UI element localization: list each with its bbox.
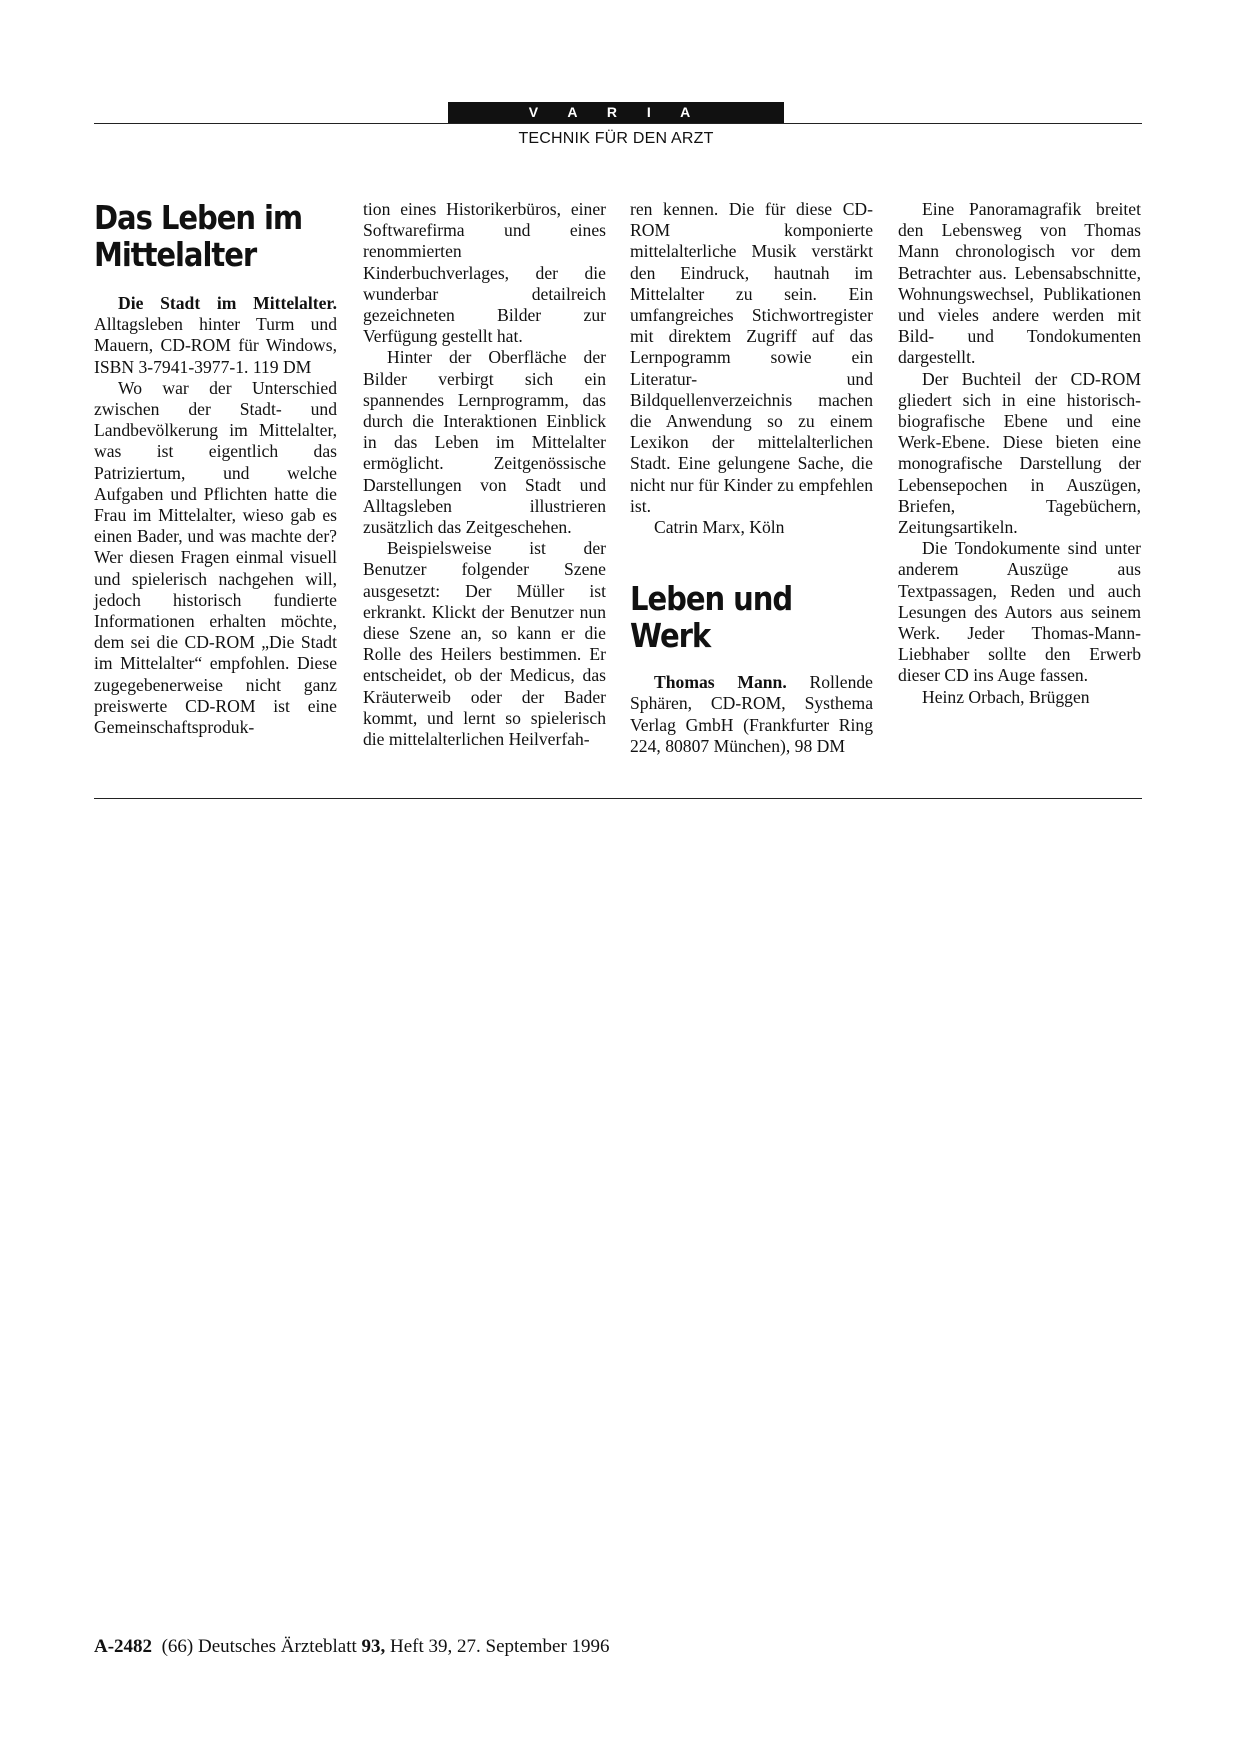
issue-date: Heft 39, 27. September 1996 [385, 1636, 610, 1657]
title-line: Das Leben im [94, 198, 303, 237]
lead-details: Rollende Sphären, CD-ROM, Systhema Verlag GmbH (Frankfurter Ring 224, 80807 München), 98 DM [630, 672, 873, 756]
column-2 [363, 199, 606, 750]
lead-title: Thomas Mann. [654, 672, 787, 693]
section-band: V A R I A [448, 102, 784, 123]
volume-number: 93, [361, 1636, 386, 1657]
column-3 [630, 199, 873, 757]
column-4 [898, 199, 1141, 708]
section-subtitle: TECHNIK FÜR DEN ARZT [518, 130, 714, 147]
header-rule [94, 123, 1142, 124]
paragraph: Eine Panoramagrafik breitet den Lebensweg von Thomas Mann chronologisch vor dem Betrachter aus. Lebensabschnitte, Wohnungswechsel, Publikationen und vieles andere werden mit Bild- und Tondokumenten dargestellt. [898, 199, 1141, 368]
author-signature: Catrin Marx, Köln [654, 517, 785, 538]
paragraph: Beispielsweise ist der Benutzer folgender Szene ausgesetzt: Der Müller ist erkrankt. Klickt der Benutzer nun diese Szene an, so kann er die Rolle des Heilers bestimmen. Er entscheidet, ob der Medicus, das Kräuterweib oder der Bader kommt, und lernt so spielerisch die mittelalterlichen Heilverfah- [363, 538, 606, 750]
column-1 [94, 199, 337, 738]
title-line: Leben und [630, 579, 793, 619]
paragraph: Die Tondokumente sind unter anderem Auszüge aus Textpassagen, Reden und auch Lesungen des Autors aus seinem Werk. Jeder Thomas-Mann-Liebhaber sollte den Erwerb dieser CD ins Auge fassen. [898, 538, 1141, 686]
journal-name: (66) Deutsches Ärzteblatt [152, 1636, 362, 1657]
title-line: Werk [630, 616, 711, 656]
page-number: A-2482 [94, 1636, 153, 1657]
article-title [630, 580, 876, 654]
paragraph: tion eines Historikerbüros, einer Softwarefirma und eines renommierten Kinderbuchverlages, der die wunderbar detailreich gezeichneten Bilder zur Verfügung gestellt hat. [363, 199, 606, 347]
title-line: Mittelalter [94, 235, 257, 274]
paragraph: Der Buchteil der CD-ROM gliedert sich in eine historisch-biografische Ebene und eine Werk-Ebene. Diese bieten eine monografische Darstellung der Lebensepochen in Auszügen, Briefen, Tagebüchern, Zeitungsartikeln. [898, 368, 1141, 538]
article-lead [630, 672, 873, 757]
paragraph: Wo war der Unterschied zwischen der Stadt- und Landbevölkerung im Mittelalter, was ist eigentlich das Patriziertum, und welche Aufgaben und Pflichten hatte die Frau im Mittelalter, wieso gab es einen Bader, und was machte der? Wer diesen Fragen einmal visuell und spielerisch nachgehen will, jedoch historisch fundierte Informationen erhalten möchte, dem sei die CD-ROM „Die Stadt im Mittelalter“ empfohlen. Diese zugegebenerweise nicht ganz preiswerte CD-ROM ist eine Gemeinschaftsproduk- [94, 377, 337, 738]
page-footer [94, 1636, 610, 1658]
article-lead [94, 293, 337, 378]
paragraph: Hinter der Oberfläche der Bilder verbirgt sich ein spannendes Lernprogramm, das durch die Interaktionen Einblick in das Leben im Mittelalter ermöglicht. Zeitgenössische Darstellungen von Stadt und Alltagsleben illustrieren zusätzlich das Zeitgeschehen. [363, 347, 606, 538]
lead-title: Die Stadt im Mittelalter. [118, 293, 337, 313]
lead-details: Alltagsleben hinter Turm und Mauern, CD-ROM für Windows, ISBN 3-7941-3977-1. 119 DM [94, 314, 337, 377]
article-title [94, 199, 340, 273]
paragraph: ren kennen. Die für diese CD-ROM komponierte mittelalterliche Musik verstärkt den Eindruck, hautnah im Mittelalter zu sein. Ein umfangreiches Stichwortregister mit direktem Zugriff auf das Lernpogramm sowie ein Literatur- und Bildquellenverzeichnis machen die Anwendung so zu einem Lexikon der mittelalterlichen Stadt. Eine gelungene Sache, die nicht nur für Kinder zu empfehlen ist. [630, 199, 873, 516]
author-signature: Heinz Orbach, Brüggen [922, 686, 1090, 707]
content-bottom-rule [94, 798, 1142, 799]
